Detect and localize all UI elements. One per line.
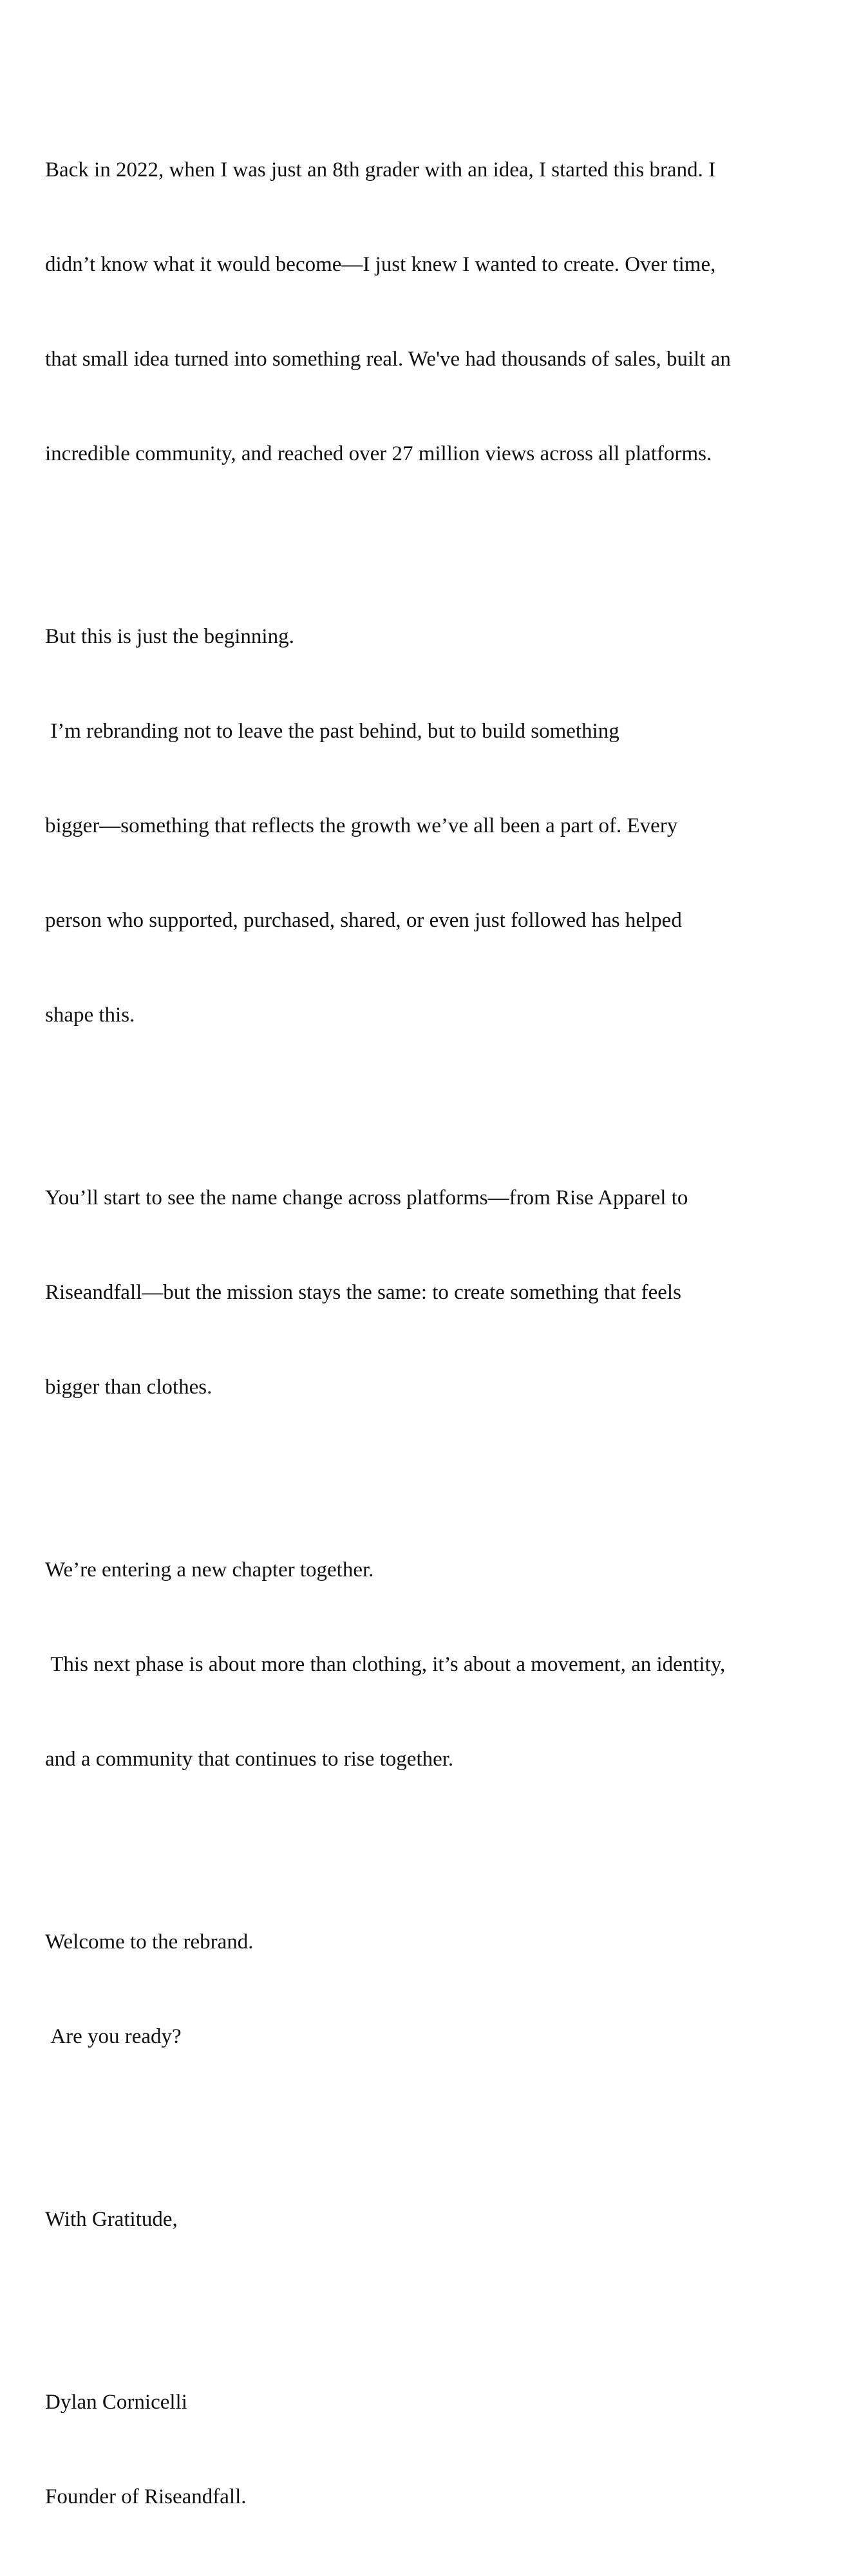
text-line: You’ll start to see the name change across platforms—from Rise Apparel to xyxy=(45,1186,688,1209)
paragraph-gap xyxy=(45,1838,824,1863)
paragraph-name-change xyxy=(45,1119,824,1466)
text-line: that small idea turned into something real. We've had thousands of sales, built an xyxy=(45,348,731,371)
text-line: This next phase is about more than clothing, it’s about a movement, an identity, xyxy=(45,1653,726,1676)
text-line: incredible community, and reached over 27 million views across all platforms. xyxy=(45,442,712,465)
paragraph-gap xyxy=(45,1466,824,1491)
paragraph-gap xyxy=(45,1094,824,1119)
text-line: I’m rebranding not to leave the past behind, but to build something xyxy=(45,720,619,743)
text-line: person who supported, purchased, shared, or even just followed has helped xyxy=(45,909,682,932)
text-line: Welcome to the rebrand. xyxy=(45,1930,254,1954)
text-line: Back in 2022, when I was just an 8th grader with an idea, I started this brand. I xyxy=(45,158,716,182)
text-line: shape this. xyxy=(45,1003,135,1027)
text-line: We’re entering a new chapter together. xyxy=(45,1558,374,1582)
paragraph-gap xyxy=(45,2299,824,2324)
paragraph-intro xyxy=(45,91,824,533)
text-line: and a community that continues to rise together. xyxy=(45,1748,454,1771)
text-line: didn’t know what it would become—I just knew I wanted to create. Over time, xyxy=(45,253,716,276)
text-line: bigger—something that reflects the growth we’ve all been a part of. Every xyxy=(45,814,678,837)
paragraph-beginning xyxy=(45,558,824,1094)
signature-title: Founder of Riseandfall. xyxy=(45,2485,247,2508)
signature-block xyxy=(45,2324,824,2576)
closing-line xyxy=(45,2141,824,2299)
text-line: Are you ready? xyxy=(45,2025,182,2048)
paragraph-gap xyxy=(45,2116,824,2141)
paragraph-new-chapter xyxy=(45,1491,824,1838)
closing-text: With Gratitude, xyxy=(45,2208,178,2231)
paragraph-welcome xyxy=(45,1863,824,2116)
text-line: Riseandfall—but the mission stays the same: to create something that feels xyxy=(45,1281,681,1304)
text-line: bigger than clothes. xyxy=(45,1376,212,1399)
signature-name: Dylan Cornicelli xyxy=(45,2391,187,2414)
letter-body xyxy=(45,91,824,2576)
paragraph-gap xyxy=(45,533,824,558)
text-line: But this is just the beginning. xyxy=(45,625,294,648)
